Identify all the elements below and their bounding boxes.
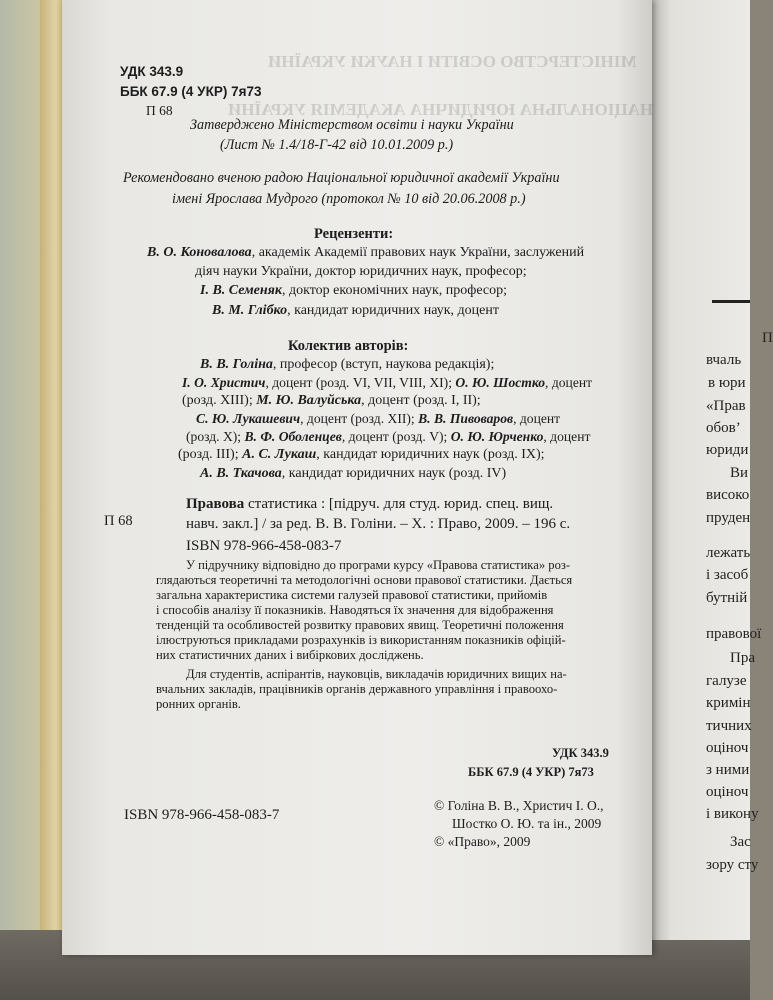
right-page-text: Пра [730, 650, 755, 666]
abstract-line: Для студентів, аспірантів, науковців, викладачів юридичних вищих на- [186, 667, 567, 681]
bbk-code: ББК 67.9 (4 УКР) 7я73 [120, 84, 262, 99]
right-page-text: кримін [706, 695, 751, 711]
reviewer-desc: , академік Академії правових наук України, заслужений [251, 245, 585, 260]
right-page-text: юриди [706, 442, 749, 458]
author-desc: (розд. X); [186, 429, 245, 444]
right-page-text: галузе [706, 673, 747, 689]
approval-letter: (Лист № 1.4/18-Г-42 від 10.01.2009 р.) [220, 137, 454, 153]
right-page-text: Ви [730, 465, 749, 481]
right-page-text: Зас [730, 834, 751, 850]
authors-heading: Колектив авторів: [288, 338, 409, 354]
right-page-text: і викону [706, 806, 759, 822]
catalog-title-rest: статистика : [підруч. для студ. юрид. спец. вищ. [244, 496, 554, 512]
bleed-through-line: НАЦІОНАЛЬНА ЮРИДИЧНА АКАДЕМІЯ УКРАЇНИ [228, 100, 654, 119]
right-page-rule [712, 300, 750, 303]
author-code: П 68 [146, 103, 173, 118]
author-name: О. Ю. Шостко [455, 375, 546, 390]
author-line [200, 465, 506, 482]
right-page-text: і засоб [706, 567, 749, 583]
author-name: І. О. Христич [182, 375, 266, 390]
reviewer-line [212, 302, 499, 319]
author-line [196, 410, 560, 427]
author-desc: , кандидат юридичних наук (розд. IV) [281, 466, 507, 481]
right-page-text: з ними [706, 762, 750, 778]
catalog-imprint: навч. закл.] / за ред. В. В. Голіни. – Х. : Право, 2009. – 196 с. [186, 516, 571, 532]
reviewer-name: В. О. Коновалова [147, 245, 252, 260]
abstract-line: ілюструються прикладами розрахунків із використанням показників офіцій- [156, 633, 566, 647]
right-page-text: оціноч [706, 784, 749, 800]
recommendation-protocol: імені Ярослава Мудрого (протокол № 10 від 20.06.2008 р.) [172, 191, 526, 207]
author-name: В. В. Голіна [200, 357, 273, 372]
copyright-authors-cont: Шостко О. Ю. та ін., 2009 [452, 816, 602, 831]
copyright-authors: © Голіна В. В., Христич І. О., [434, 798, 604, 813]
right-page-text: вчаль [706, 352, 742, 368]
author-name: А. В. Ткачова [200, 466, 282, 481]
abstract-line: вчальних закладів, працівників органів державного управління і правоохо- [156, 682, 558, 696]
right-page-text: в юри [708, 375, 746, 391]
abstract-line: них статистичних даних і вибіркових досліджень. [156, 648, 424, 662]
right-page-text: бутній [706, 590, 748, 606]
right-page-text: правової [706, 626, 762, 642]
author-desc: , доцент [543, 429, 591, 444]
reviewer-desc-cont: діяч науки України, доктор юридичних наук, професор; [195, 264, 527, 279]
bleed-through-line: МІНІСТЕРСТВО ОСВІТИ І НАУКИ УКРАЇНИ [268, 52, 637, 71]
reviewer-name: І. В. Семеняк [200, 283, 282, 298]
right-page-text: оціноч [706, 740, 749, 756]
author-name: В. В. Пивоваров [418, 411, 514, 426]
bbk-code-footer: ББК 67.9 (4 УКР) 7я73 [468, 765, 594, 779]
catalog-title: Правова [186, 496, 245, 512]
right-page-text: високо [706, 487, 750, 503]
author-line [182, 392, 481, 409]
abstract-line: ронних органів. [156, 697, 241, 711]
udk-code-footer: УДК 343.9 [552, 746, 609, 760]
author-line [182, 374, 592, 391]
author-desc: , доцент [545, 375, 593, 390]
author-desc: , кандидат юридичних наук (розд. IX); [316, 447, 545, 462]
reviewer-desc: , кандидат юридичних наук, доцент [287, 303, 499, 318]
reviewer-desc: , доктор економічних наук, професор; [281, 283, 507, 298]
right-page-text: зору сту [706, 857, 759, 873]
right-page-text: пруден [706, 510, 751, 526]
catalog-code: П 68 [104, 513, 133, 529]
author-desc: , доцент (розд. I, II); [361, 393, 481, 408]
approval-line: Затверджено Міністерством освіти і науки України [190, 117, 514, 133]
author-desc: , доцент [513, 411, 561, 426]
abstract-line: тенденцій та особливостей розвитку правових явищ. Теоретичні положення [156, 618, 564, 632]
right-page-text: лежать [706, 545, 751, 561]
author-name: О. Ю. Юрченко [450, 429, 544, 444]
author-name: А. С. Лукаш [242, 447, 317, 462]
author-name: М. Ю. Валуйська [256, 393, 362, 408]
right-page-text: обов’ [706, 420, 741, 436]
isbn-footer: ISBN 978-966-458-083-7 [124, 807, 280, 823]
reviewer-name: В. М. Глібко [212, 303, 288, 318]
copyright-publisher: © «Право», 2009 [434, 834, 531, 849]
abstract-line: глядаються теоретичні та методологічні основи правової статистики. Дається [156, 573, 573, 587]
author-desc: , доцент (розд. VI, VII, VIII, XI); [265, 375, 456, 390]
abstract-line: і способів аналізу її показників. Наводяться їх значення для відображення [156, 603, 554, 617]
recommendation-line: Рекомендовано вченою радою Національної юридичної академії України [123, 170, 560, 186]
author-line [200, 356, 494, 373]
right-page-text: П [762, 330, 773, 346]
reviewer-line [147, 244, 584, 261]
abstract-line: У підручнику відповідно до програми курсу «Правова статистика» роз- [186, 558, 571, 572]
reviewer-line [200, 282, 507, 299]
author-desc: , професор (вступ, наукова редакція); [272, 357, 495, 372]
author-desc: , доцент (розд. V); [341, 429, 451, 444]
reviewers-heading: Рецензенти: [314, 226, 394, 242]
right-page-text: тичних [706, 718, 752, 734]
author-line [178, 446, 545, 463]
right-page-text: «Прав [706, 398, 746, 414]
author-desc: (розд. XIII); [182, 393, 257, 408]
author-desc: , доцент (розд. XII); [300, 411, 419, 426]
author-line [186, 428, 590, 445]
udk-code: УДК 343.9 [120, 64, 184, 79]
abstract-line: загальна характеристика системи галузей правової статистики, прийомів [156, 588, 548, 602]
author-name: С. Ю. Лукашевич [196, 411, 301, 426]
author-desc: (розд. III); [178, 447, 243, 462]
catalog-title-line [186, 496, 553, 513]
author-name: В. Ф. Оболенцев [244, 429, 342, 444]
catalog-isbn: ISBN 978-966-458-083-7 [186, 538, 342, 554]
